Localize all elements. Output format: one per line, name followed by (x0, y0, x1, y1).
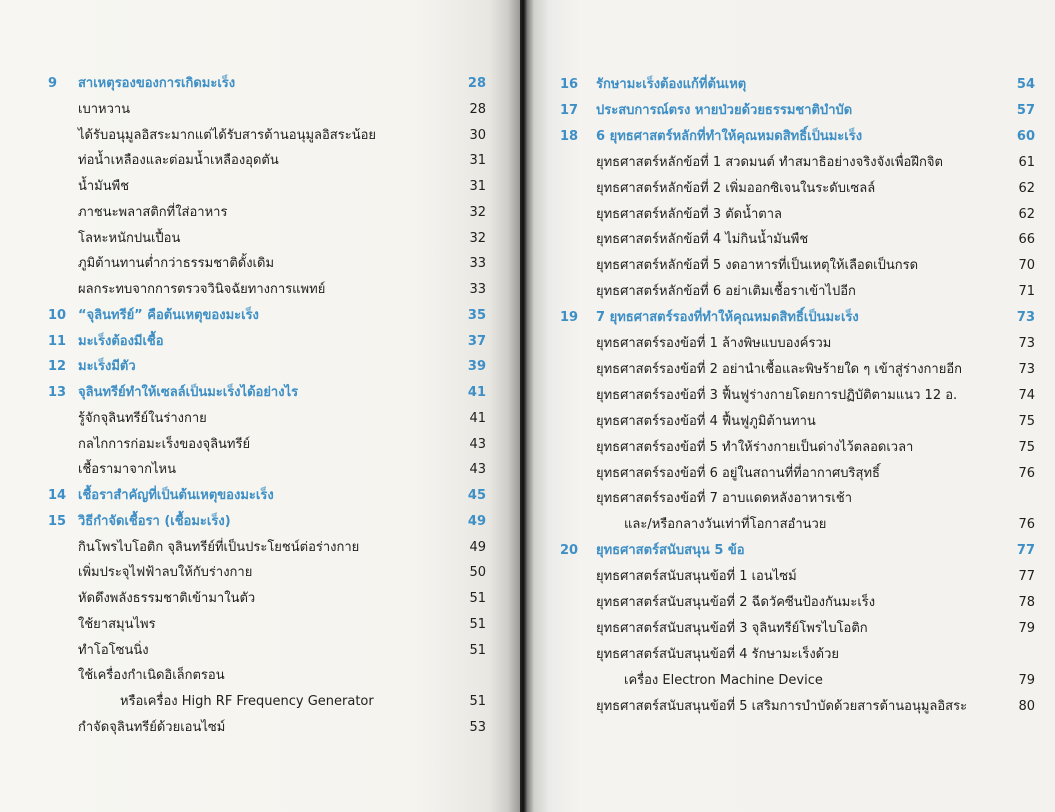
toc-entry (0, 253, 500, 275)
toc-entry (520, 514, 1055, 536)
toc-entry (520, 696, 1055, 718)
toc-entry (0, 125, 500, 147)
page-number: 43 (469, 462, 486, 478)
toc-entry (520, 229, 1055, 251)
page-number: 51 (469, 616, 486, 632)
entry-title: ยุทธศาสตร์หลักข้อที่ 1 สวดมนต์ ทำสมาธิอย่างจริงจังเพื่อฝึกจิต (596, 154, 943, 170)
entry-title: วิธีกำจัดเชื้อรา (เชื้อมะเร็ง) (78, 513, 231, 529)
toc-entry (0, 279, 500, 301)
page-number: 62 (1018, 206, 1035, 222)
page-number: 41 (467, 385, 486, 400)
toc-chapter-entry (0, 305, 500, 327)
toc-entry (0, 176, 500, 198)
toc-entry (520, 333, 1055, 355)
entry-title: “จุลินทรีย์” คือต้นเหตุของมะเร็ง (78, 307, 259, 323)
toc-entry (520, 255, 1055, 277)
chapter-number: 9 (48, 76, 58, 91)
page-number: 30 (469, 127, 486, 143)
toc-entry (0, 150, 500, 172)
entry-title: ยุทธศาสตร์รองข้อที่ 6 อยู่ในสถานที่ที่อากาศบริสุทธิ์ (596, 465, 880, 481)
page-number: 41 (469, 410, 486, 426)
page-number: 32 (469, 230, 486, 246)
entry-title: หรือเครื่อง High RF Frequency Generator (120, 694, 374, 709)
entry-title: รักษามะเร็งต้องแก้ที่ต้นเหตุ (596, 77, 747, 92)
entry-title: หัดดึงพลังธรรมชาติเข้ามาในตัว (78, 591, 256, 606)
page-number: 49 (467, 513, 486, 529)
chapter-number: 10 (48, 307, 67, 323)
page-number: 51 (469, 694, 486, 709)
page-number: 70 (1018, 258, 1035, 274)
toc-entry (0, 691, 500, 713)
entry-title: น้ำมันพืช (78, 179, 130, 194)
entry-title: เครื่อง Electron Machine Device (624, 672, 823, 688)
page-number: 71 (1018, 284, 1035, 300)
entry-title: 6 ยุทธศาสตร์หลักที่ทำให้คุณหมดสิทธิ์เป็นมะเร็ง (596, 128, 863, 144)
left-page (0, 0, 520, 812)
page-number: 73 (1018, 336, 1035, 351)
page-number: 31 (469, 179, 486, 194)
entry-title: สาเหตุรองของการเกิดมะเร็ง (78, 76, 236, 91)
entry-title: มะเร็งมีตัว (78, 359, 136, 375)
entry-title: และ/หรือกลางวันเท่าที่โอกาสอำนวย (624, 517, 827, 533)
entry-title: ยุทธศาสตร์รองข้อที่ 5 ทำให้ร่างกายเป็นด่างไว้ตลอดเวลา (596, 439, 914, 455)
page-number: 77 (1018, 569, 1035, 585)
page-number: 37 (467, 333, 486, 349)
chapter-number: 18 (560, 128, 579, 144)
chapter-number: 17 (560, 102, 579, 118)
page-number: 60 (1016, 128, 1035, 144)
toc-entry (520, 488, 1055, 510)
page-number: 51 (469, 591, 486, 606)
page-number: 31 (469, 153, 486, 169)
entry-title: ยุทธศาสตร์หลักข้อที่ 2 เพิ่มออกซิเจนในระดับเซลล์ (596, 180, 876, 196)
entry-title: ยุทธศาสตร์รองข้อที่ 4 ฟื้นฟูภูมิต้านทาน (596, 413, 816, 429)
entry-title: ภาชนะพลาสติกที่ใส่อาหาร (78, 204, 228, 220)
page-number: 77 (1016, 543, 1035, 559)
entry-title: กินโพรไบโอติก จุลินทรีย์ที่เป็นประโยชน์ต่อร่างกาย (78, 539, 360, 555)
toc-chapter-entry (0, 382, 500, 404)
toc-entry (0, 588, 500, 610)
toc-entry (0, 562, 500, 584)
toc-entry (520, 385, 1055, 407)
entry-title: โลหะหนักปนเปื้อน (78, 230, 181, 246)
toc-entry (0, 665, 500, 687)
entry-title: ยุทธศาสตร์สนับสนุน 5 ข้อ (596, 543, 745, 559)
page-number: 62 (1018, 180, 1035, 196)
page-number: 53 (469, 719, 486, 735)
chapter-number: 15 (48, 513, 67, 529)
entry-title: จุลินทรีย์ทำให้เซลล์เป็นมะเร็งได้อย่างไร (78, 385, 299, 400)
page-number: 74 (1018, 387, 1035, 403)
toc-entry (0, 202, 500, 224)
page-number: 61 (1018, 154, 1035, 170)
entry-title: ยุทธศาสตร์หลักข้อที่ 4 ไม่กินน้ำมันพืช (596, 232, 809, 248)
page-number: 66 (1018, 232, 1035, 248)
page-number: 51 (469, 642, 486, 658)
entry-title: ยุทธศาสตร์สนับสนุนข้อที่ 3 จุลินทรีย์โพรไบโอติก (596, 620, 868, 636)
toc-entry (520, 152, 1055, 174)
toc-chapter-entry (520, 126, 1055, 148)
toc-entry (520, 178, 1055, 200)
page-number: 39 (467, 359, 486, 375)
toc-entry (0, 228, 500, 250)
page-number: 76 (1018, 465, 1035, 481)
page-number: 32 (469, 204, 486, 220)
entry-title: เบาหวาน (78, 101, 131, 117)
page-number: 78 (1018, 595, 1035, 610)
chapter-number: 20 (560, 543, 579, 559)
entry-title: กลไกการก่อมะเร็งของจุลินทรีย์ (78, 436, 251, 452)
entry-title: ท่อน้ำเหลืองและต่อมน้ำเหลืองอุดตัน (78, 153, 279, 169)
chapter-number: 19 (560, 310, 579, 326)
entry-title: ยุทธศาสตร์สนับสนุนข้อที่ 5 เสริมการบำบัดด้วยสารต้านอนุมูลอิสระ (596, 698, 968, 714)
toc-entry (520, 204, 1055, 226)
entry-title: ยุทธศาสตร์สนับสนุนข้อที่ 1 เอนไซม์ (596, 569, 797, 585)
book-gutter (508, 0, 534, 812)
chapter-number: 11 (48, 333, 67, 349)
entry-title: รู้จักจุลินทรีย์ในร่างกาย (78, 410, 207, 426)
entry-title: ใช้เครื่องกำเนิดอิเล็กตรอน (78, 668, 225, 684)
entry-title: ยุทธศาสตร์รองข้อที่ 3 ฟื้นฟูร่างกายโดยการปฏิบัติตามแนว 12 อ. (596, 387, 958, 403)
toc-entry (0, 537, 500, 559)
entry-title: ได้รับอนุมูลอิสระมากแต่ได้รับสารต้านอนุมูลอิสระน้อย (78, 127, 377, 143)
entry-title: ผลกระทบจากการตรวจวินิจฉัยทางการแพทย์ (78, 282, 326, 297)
entry-title: กำจัดจุลินทรีย์ด้วยเอนไซม์ (78, 719, 226, 735)
chapter-number: 13 (48, 385, 67, 400)
entry-title: ภูมิต้านทานต่ำกว่าธรรมชาติดั้งเดิม (78, 256, 275, 272)
toc-entry (520, 437, 1055, 459)
entry-title: ยุทธศาสตร์หลักข้อที่ 3 ตัดน้ำตาล (596, 206, 783, 222)
entry-title: เชื้อรามาจากไหน (78, 462, 177, 478)
toc-entry (520, 592, 1055, 614)
entry-title: ยุทธศาสตร์สนับสนุนข้อที่ 4 รักษามะเร็งด้วย (596, 646, 840, 662)
page-number: 28 (469, 101, 486, 117)
entry-title: มะเร็งต้องมีเชื้อ (78, 333, 164, 349)
toc-entry (520, 670, 1055, 692)
toc-chapter-entry (0, 73, 500, 95)
page-number: 57 (1016, 102, 1035, 118)
page-number: 73 (1018, 361, 1035, 377)
right-page (520, 0, 1055, 812)
entry-title: ยุทธศาสตร์สนับสนุนข้อที่ 2 ฉีดวัคซีนป้องกันมะเร็ง (596, 595, 876, 610)
entry-title: 7 ยุทธศาสตร์รองที่ทำให้คุณหมดสิทธิ์เป็นมะเร็ง (596, 310, 859, 326)
entry-title: ยุทธศาสตร์รองข้อที่ 2 อย่านำเชื้อและพิษร้ายใด ๆ เข้าสู่ร่างกายอีก (596, 361, 963, 377)
page-number: 45 (467, 488, 486, 503)
toc-entry (520, 359, 1055, 381)
toc-chapter-entry (520, 100, 1055, 122)
toc-entry (0, 717, 500, 739)
toc-entry (0, 99, 500, 121)
toc-entry (520, 411, 1055, 433)
chapter-number: 14 (48, 488, 67, 503)
toc-entry (520, 281, 1055, 303)
entry-title: ยุทธศาสตร์หลักข้อที่ 5 งดอาหารที่เป็นเหตุให้เลือดเป็นกรด (596, 258, 919, 274)
toc-chapter-entry (0, 356, 500, 378)
toc-entry (0, 459, 500, 481)
page-number: 50 (469, 565, 486, 581)
page-number: 79 (1018, 672, 1035, 688)
toc-entry (520, 644, 1055, 666)
page-number: 43 (469, 436, 486, 452)
toc-entry (520, 566, 1055, 588)
entry-title: ใช้ยาสมุนไพร (78, 616, 156, 632)
entry-title: เพิ่มประจุไฟฟ้าลบให้กับร่างกาย (78, 565, 253, 581)
page-number: 33 (469, 256, 486, 272)
page-number: 54 (1016, 77, 1035, 92)
entry-title: ทำโอโซนนิ่ง (78, 642, 149, 658)
entry-title: ประสบการณ์ตรง หายป่วยด้วยธรรมชาติบำบัด (596, 102, 853, 118)
toc-entry (0, 614, 500, 636)
page-number: 73 (1016, 310, 1035, 326)
page-number: 35 (467, 307, 486, 323)
toc-entry (0, 640, 500, 662)
toc-chapter-entry (0, 485, 500, 507)
page-number: 76 (1018, 517, 1035, 533)
entry-title: เชื้อราสำคัญที่เป็นต้นเหตุของมะเร็ง (78, 488, 274, 503)
toc-entry (0, 408, 500, 430)
toc-entry (0, 434, 500, 456)
chapter-number: 12 (48, 359, 67, 375)
page-number: 79 (1018, 620, 1035, 636)
toc-chapter-entry (0, 331, 500, 353)
toc-chapter-entry (520, 307, 1055, 329)
toc-chapter-entry (520, 540, 1055, 562)
entry-title: ยุทธศาสตร์รองข้อที่ 7 อาบแดดหลังอาหารเช้า (596, 491, 853, 507)
entry-title: ยุทธศาสตร์หลักข้อที่ 6 อย่าเติมเชื้อราเข้าไปอีก (596, 284, 856, 300)
page-number: 49 (469, 539, 486, 555)
chapter-number: 16 (560, 77, 579, 92)
page-number: 33 (469, 282, 486, 297)
toc-entry (520, 618, 1055, 640)
page-number: 75 (1018, 439, 1035, 455)
page-number: 28 (467, 76, 486, 91)
toc-entry (520, 463, 1055, 485)
page-number: 80 (1018, 698, 1035, 714)
toc-chapter-entry (520, 74, 1055, 96)
page-number: 75 (1018, 413, 1035, 429)
entry-title: ยุทธศาสตร์รองข้อที่ 1 ล้างพิษแบบองค์รวม (596, 336, 832, 351)
toc-chapter-entry (0, 511, 500, 533)
